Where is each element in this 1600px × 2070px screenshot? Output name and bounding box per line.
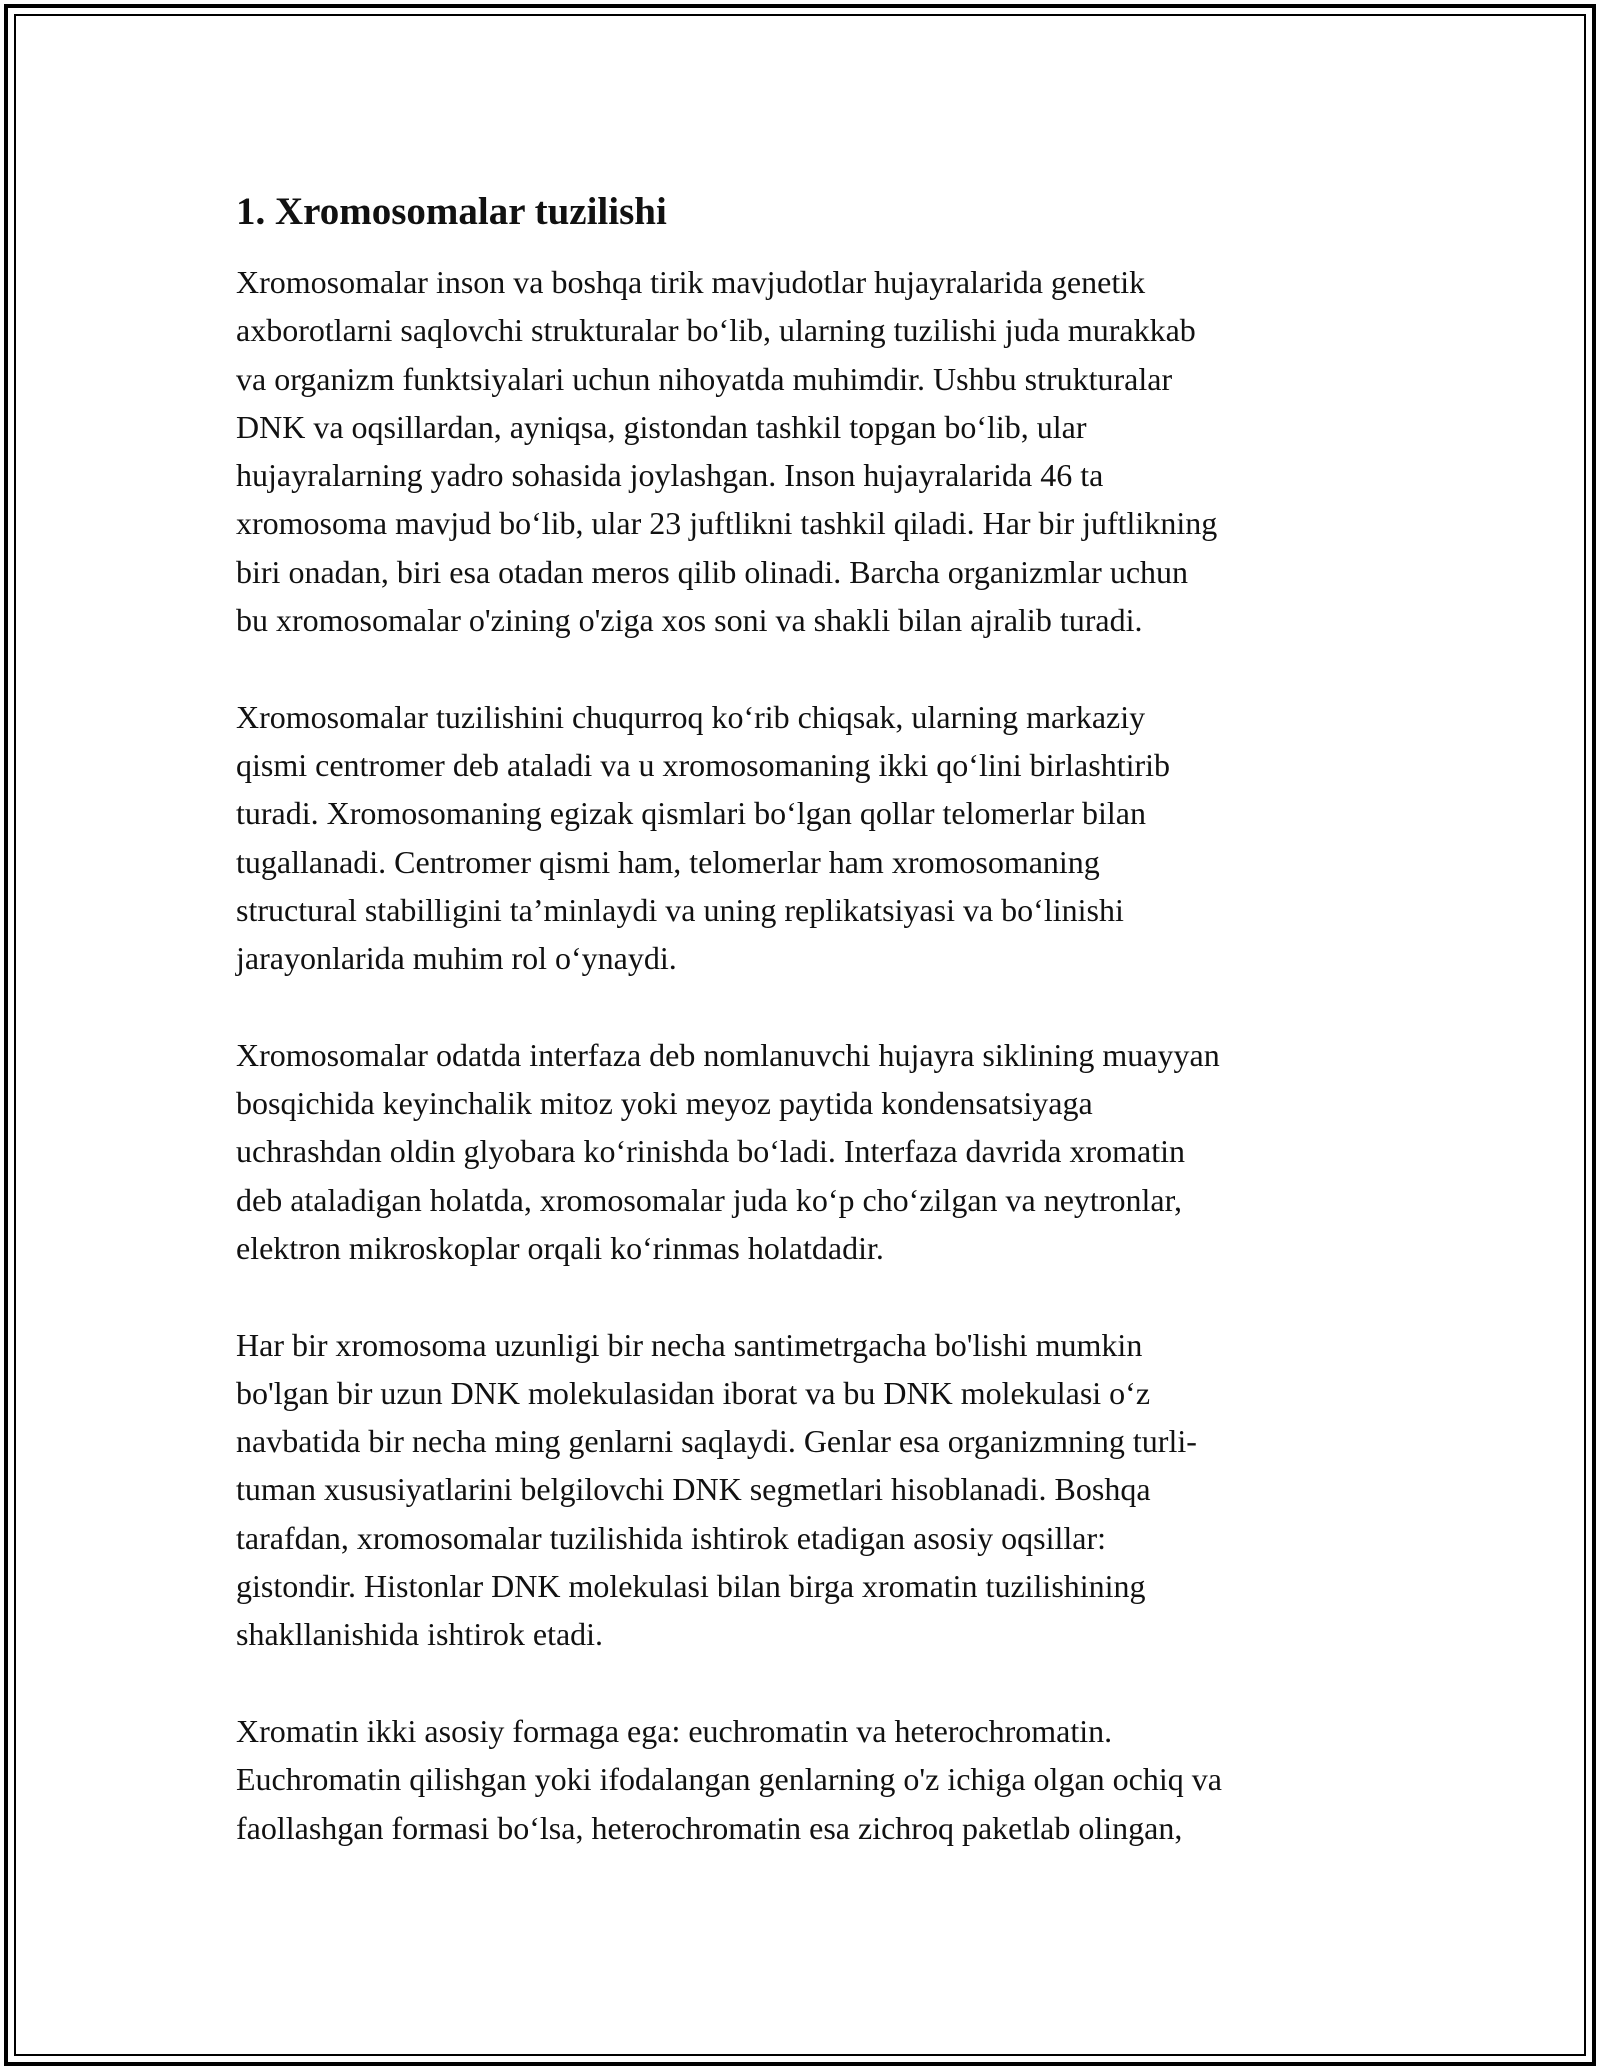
text-line: faollashgan formasi bo‘lsa, heterochromatin esa zichroq paketlab olingan, xyxy=(236,1809,1183,1846)
text-line: tuman xususiyatlarini belgilovchi DNK segmetlari hisoblanadi. Boshqa xyxy=(236,1471,1151,1508)
text-line: tarafdan, xromosomalar tuzilishida ishtirok etadigan asosiy oqsillar: xyxy=(236,1519,1107,1556)
paragraph-5 xyxy=(236,1707,1376,1852)
text-line: tugallanadi. Centromer qismi ham, telomerlar ham xromosomaning xyxy=(236,843,1100,880)
text-line: gistondir. Histonlar DNK molekulasi bilan birga xromatin tuzilishining xyxy=(236,1568,1146,1605)
text-line: xromosoma mavjud bo‘lib, ular 23 juftlikni tashkil qiladi. Har bir juftlikning xyxy=(236,505,1218,542)
text-line: Xromatin ikki asosiy formaga ega: euchromatin va heterochromatin. xyxy=(236,1712,1113,1749)
text-line: bu xromosomalar o'zining o'ziga xos soni va shakli bilan ajralib turadi. xyxy=(236,602,1143,639)
text-line: structural stabilligini ta’minlaydi va uning replikatsiyasi va bo‘linishi xyxy=(236,891,1124,928)
text-line: qismi centromer deb ataladi va u xromosomaning ikki qo‘lini birlashtirib xyxy=(236,746,1171,783)
text-line: jarayonlarida muhim rol o‘ynaydi. xyxy=(236,940,677,977)
section-heading: 1. Xromosomalar tuzilishi xyxy=(236,190,667,233)
text-line: DNK va oqsillardan, ayniqsa, gistondan tashkil topgan bo‘lib, ular xyxy=(236,408,1087,445)
text-line: Xromosomalar inson va boshqa tirik mavjudotlar hujayralarida genetik xyxy=(236,264,1146,300)
text-line: axborotlarni saqlovchi strukturalar bo‘lib, ularning tuzilishi juda murakkab xyxy=(236,312,1196,349)
text-line: turadi. Xromosomaning egizak qismlari bo‘lgan qollar telomerlar bilan xyxy=(236,795,1146,832)
text-line: shakllanishida ishtirok etadi. xyxy=(236,1616,604,1653)
text-line: bo'lgan bir uzun DNK molekulasidan iborat va bu DNK molekulasi o‘z xyxy=(236,1374,1151,1411)
text-line: hujayralarning yadro sohasida joylashgan. Inson hujayralarida 46 ta xyxy=(236,457,1104,494)
text-line: bosqichida keyinchalik mitoz yoki meyoz paytida kondensatsiyaga xyxy=(236,1085,1093,1122)
text-line: navbatida bir necha ming genlarni saqlaydi. Genlar esa organizmning turli- xyxy=(236,1423,1197,1460)
text-line: Euchromatin qilishgan yoki ifodalangan genlarning o'z ichiga olgan ochiq va xyxy=(236,1761,1222,1798)
text-line: Har bir xromosoma uzunligi bir necha santimetrgacha bo'lishi mumkin xyxy=(236,1326,1143,1363)
text-line: deb ataladigan holatda, xromosomalar juda ko‘p cho‘zilgan va neytronlar, xyxy=(236,1181,1182,1218)
paragraph-3 xyxy=(236,1031,1376,1272)
document-body xyxy=(236,186,1376,1900)
text-line: Xromosomalar odatda interfaza deb nomlanuvchi hujayra siklining muayyan xyxy=(236,1036,1220,1073)
text-line: va organizm funktsiyalari uchun nihoyatda muhimdir. Ushbu strukturalar xyxy=(236,360,1173,397)
paragraph-1 xyxy=(236,258,1376,644)
text-line: elektron mikroskoplar orqali ko‘rinmas holatdadir. xyxy=(236,1229,884,1266)
paragraph-4 xyxy=(236,1321,1376,1659)
paragraph-2 xyxy=(236,693,1376,983)
text-line: uchrashdan oldin glyobara ko‘rinishda bo‘ladi. Interfaza davrida xromatin xyxy=(236,1133,1185,1170)
text-line: biri onadan, biri esa otadan meros qilib olinadi. Barcha organizmlar uchun xyxy=(236,553,1189,590)
text-line: Xromosomalar tuzilishini chuqurroq ko‘rib chiqsak, ularning markaziy xyxy=(236,698,1146,735)
